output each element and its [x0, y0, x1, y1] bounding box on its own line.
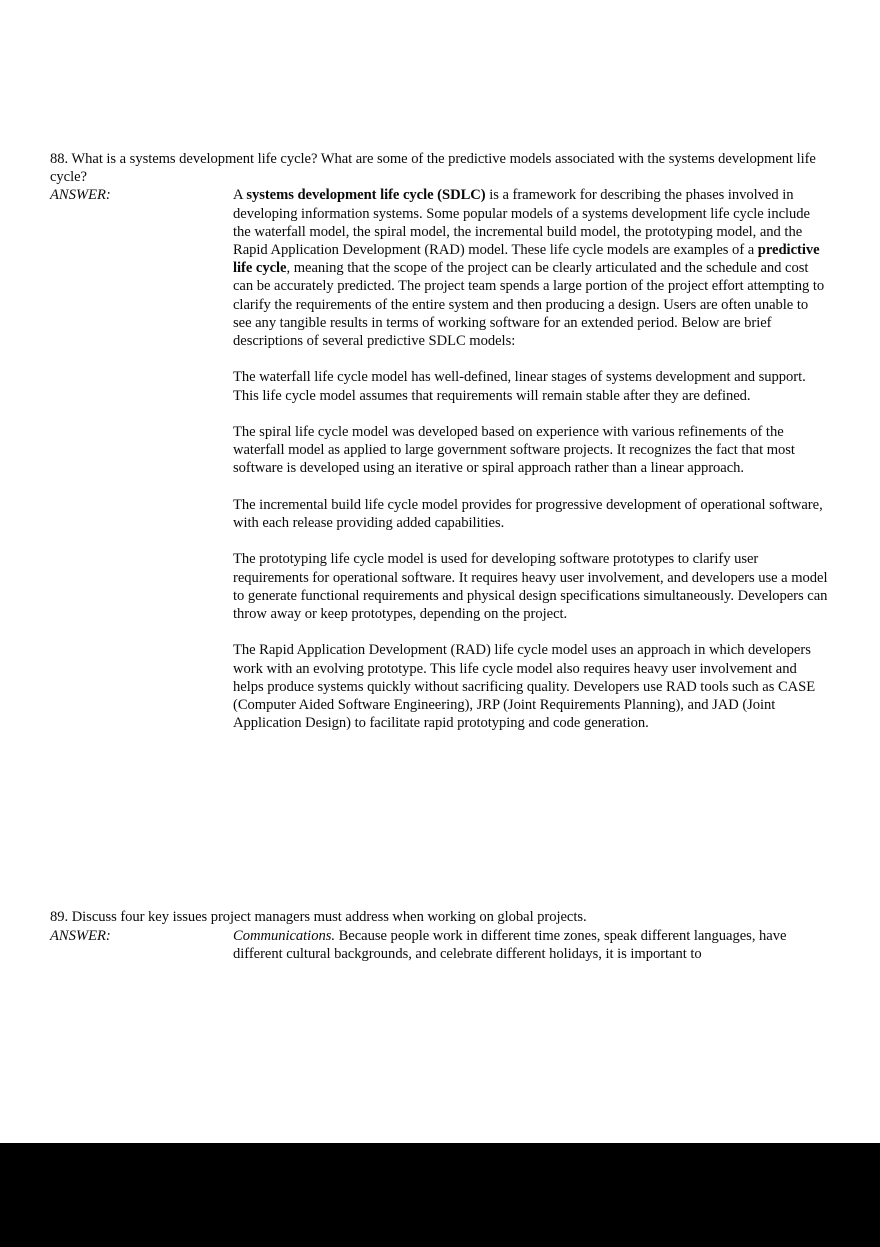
answer-label-88: ANSWER:: [50, 187, 111, 204]
answer-text-tail: , meaning that the scope of the project can be clearly articulated and the schedule and cost can be accurately predicted. The project team spends a large portion of the project effort attempting to clarify the requirements of the entire system and then producing a design. Users are often unable to see any tangible results in terms of working software for an extended period. Below are brief descriptions of several predictive SDLC models:: [233, 260, 825, 350]
page-break-gap: [50, 732, 830, 908]
term-communications: Communications.: [233, 927, 335, 944]
answer-paragraph-intro: [233, 186, 830, 350]
answer-label-89: ANSWER:: [50, 927, 111, 944]
question-block-89: [50, 908, 830, 963]
answer-row-88: [50, 186, 830, 732]
term-predictive-life-cycle: predictive life cycle: [233, 242, 820, 277]
answer-paragraph-prototyping: The prototyping life cycle model is used for developing software prototypes to clarify user requirements for operational software. It requires heavy user involvement, and developers use a model to generate functional requirements and physical design specifications simultaneously. Developers can throw away or keep prototypes, depending on the project.: [233, 551, 828, 623]
answer-paragraph-rad: The Rapid Application Development (RAD) life cycle model uses an approach in which developers work with an evolving prototype. This life cycle model also requires heavy user involvement and helps produce systems quickly without sacrificing quality. Developers use RAD tools such as CASE (Computer Aided Software Engineering), JRP (Joint Requirements Planning), and JAD (Joint Application Design) to facilitate rapid prototyping and code generation.: [233, 642, 816, 732]
answer-paragraph-waterfall: The waterfall life cycle model has well-defined, linear stages of systems development and support. This life cycle model assumes that requirements will remain stable after they are defined.: [233, 369, 806, 404]
answer-paragraph-communications: [233, 927, 830, 963]
page-footer-black-bar: [0, 1143, 880, 1247]
question-block-88: [50, 150, 830, 732]
answer-text-communications: Because people work in different time zones, speak different languages, have different cultural backgrounds, and celebrate different holidays, it is important to: [233, 927, 787, 962]
answer-text-middle: is a framework for describing the phases involved in developing information systems. Some popular models of a systems development life cycle include the waterfall model, the spiral model, the incremental build model, the prototyping model, and the Rapid Application Development (RAD) model. These life cycle models are examples of a: [233, 187, 810, 259]
question-prompt-88: 88. What is a systems development life cycle? What are some of the predictive models associated with the systems development life cycle?: [50, 151, 816, 186]
answer-paragraph-incremental-build: The incremental build life cycle model provides for progressive development of operational software, with each release providing added capabilities.: [233, 496, 823, 532]
answer-body-88: [233, 186, 830, 732]
page-content: [50, 150, 830, 963]
answer-body-89: [233, 927, 830, 963]
question-prompt-89: 89. Discuss four key issues project managers must address when working on global projects.: [50, 909, 587, 926]
term-sdlc: systems development life cycle (SDLC): [246, 187, 486, 204]
answer-row-89: [50, 927, 830, 963]
answer-text-lead: A: [233, 187, 247, 204]
answer-paragraph-spiral: The spiral life cycle model was developed based on experience with various refinements of the waterfall model as applied to large government software projects. It recognizes the fact that most software is developed using an iterative or spiral approach rather than a linear approach.: [233, 424, 795, 477]
